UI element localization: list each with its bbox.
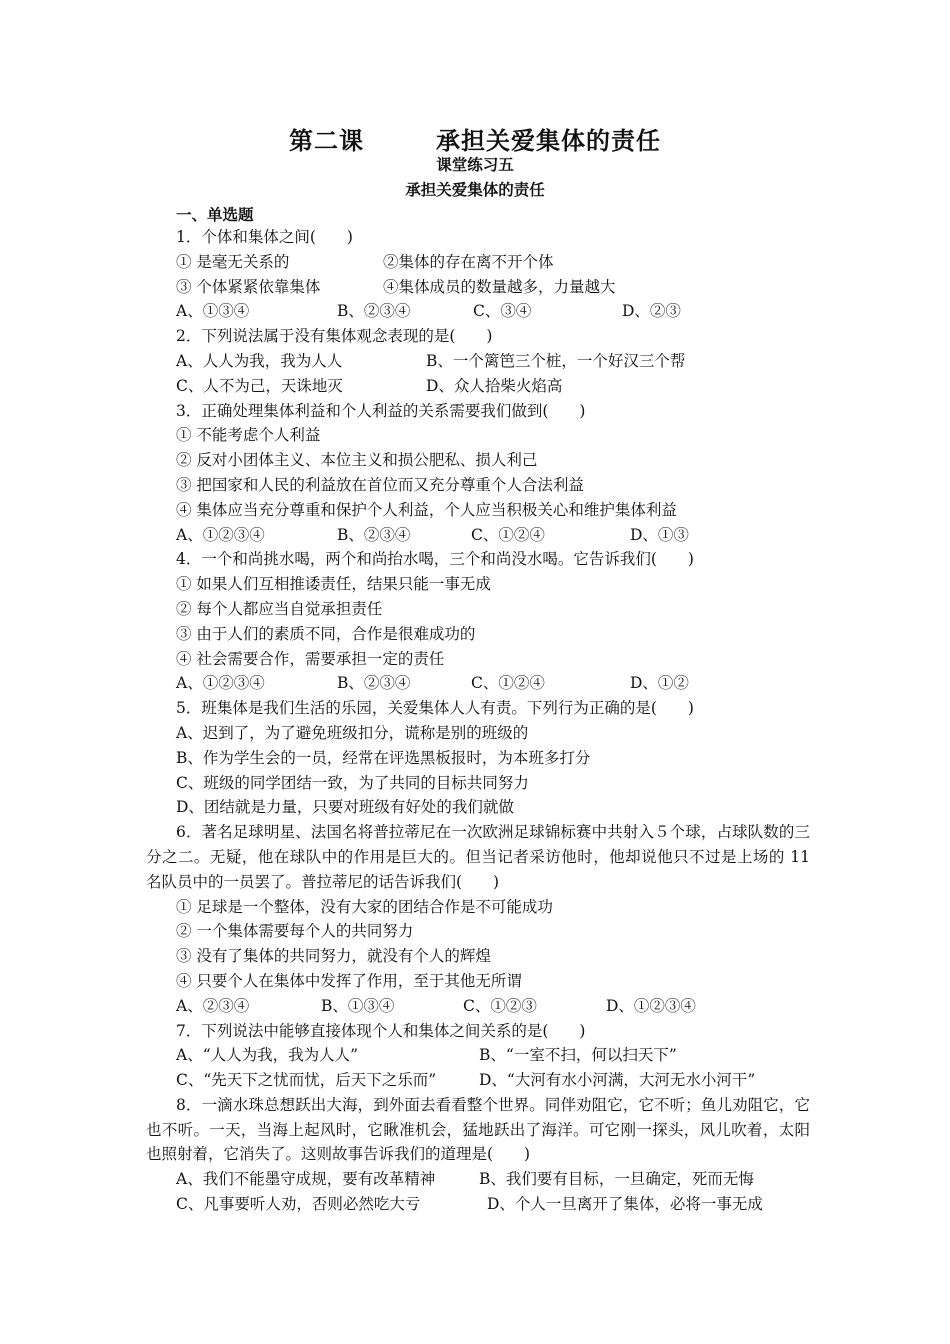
statement: ② 反对小团体主义、本位主义和损公肥私、损人利己 <box>176 451 538 470</box>
statement: ② 每个人都应当自觉承担责任 <box>176 599 383 618</box>
question-stem: 7．下列说法中能够直接体现个人和集体之间关系的是( ) <box>176 1021 586 1040</box>
lesson-title <box>0 121 950 156</box>
answer-options <box>146 994 810 1019</box>
option-c: C、凡事要听人劝，否则必然吃大亏 <box>176 1195 421 1214</box>
statement: ② 一个集体需要每个人的共同努力 <box>176 922 414 941</box>
option-d: D、个人一旦离开了集体，必将一事无成 <box>487 1195 763 1214</box>
statement: ① 不能考虑个人利益 <box>176 426 321 445</box>
answer-options <box>146 349 810 374</box>
option-d: D、①③ <box>630 525 689 544</box>
option-d: D、众人拾柴火焰高 <box>426 376 563 395</box>
question-stem: 3．正确处理集体利益和个人利益的关系需要我们做到( ) <box>176 401 586 420</box>
statement: ① 如果人们互相推诿责任，结果只能一事无成 <box>176 575 491 594</box>
choice-b: B、作为学生会的一员，经常在评选黑板报时，为本班多打分 <box>176 748 591 767</box>
answer-options <box>146 671 810 696</box>
option-b: B、②③④ <box>337 302 411 321</box>
answer-options <box>146 299 810 324</box>
answer-options <box>146 374 810 399</box>
option-c: C、①②③ <box>463 996 537 1015</box>
lesson-number: 第二课 <box>289 127 364 155</box>
choice-a: A、迟到了，为了避免班级扣分，谎称是别的班级的 <box>176 723 529 742</box>
option-b: B、一个篱笆三个桩，一个好汉三个帮 <box>426 351 686 370</box>
statement-row <box>146 250 810 275</box>
statement: ③ 个体紧紧依靠集体 <box>176 277 321 296</box>
question-list <box>146 225 810 1217</box>
choice-c: C、班级的同学团结一致，为了共同的目标共同努力 <box>176 773 529 792</box>
option-b: B、②③④ <box>337 674 411 693</box>
choice-d: D、团结就是力量，只要对班级有好处的我们就做 <box>176 798 514 817</box>
answer-options <box>146 1068 810 1093</box>
option-c: C、人不为己，天诛地灭 <box>176 376 343 395</box>
answer-options <box>146 523 810 548</box>
section-heading: 一、单选题 <box>176 206 254 224</box>
option-c: C、①②④ <box>471 674 545 693</box>
statement-row <box>146 275 810 300</box>
statement: ③ 没有了集体的共同努力，就没有个人的辉煌 <box>176 947 491 966</box>
option-c: C、①②④ <box>471 525 545 544</box>
question-stem: 6．著名足球明星、法国名将普拉蒂尼在一次欧洲足球锦标赛中共射入５个球，占球队数的三分之二。无疑，他在球队中的作用是巨大的。但当记者采访他时，他却说他只不过是上场的 11 名队员中的一员罢了。普拉蒂尼的话告诉我们( ) <box>146 823 810 891</box>
question-stem: 8．一滴水珠总想跃出大海，到外面去看看整个世界。同伴劝阻它，它不听；鱼儿劝阻它，它也不听。一天，当海上起风时，它瞅准机会，猛地跃出了海洋。可它刚一探头，风儿吹着，太阳也照射着，它消失了。这则故事告诉我们的道理是( ) <box>146 1095 810 1164</box>
option-c: C、“先天下之忧而忧，后天下之乐而” <box>176 1071 437 1090</box>
question-stem: 4．一个和尚挑水喝，两个和尚抬水喝，三个和尚没水喝。它告诉我们( ) <box>176 550 694 569</box>
option-b: B、②③④ <box>337 525 411 544</box>
question-stem: 5．班集体是我们生活的乐园，关爱集体人人有责。下列行为正确的是( ) <box>176 699 694 718</box>
option-a: A、①②③④ <box>176 674 265 693</box>
option-c: C、③④ <box>473 302 532 321</box>
option-a: A、①③④ <box>176 302 250 321</box>
answer-options <box>146 1192 810 1217</box>
option-a: A、我们不能墨守成规，要有改革精神 <box>176 1170 436 1189</box>
option-d: D、②③ <box>622 302 681 321</box>
lesson-name: 承担关爱集体的责任 <box>436 127 661 155</box>
answer-options <box>146 1167 810 1192</box>
answer-options <box>146 1043 810 1068</box>
statement: ④ 只要个人在集体中发挥了作用，至于其他无所谓 <box>176 971 522 990</box>
exercise-subtitle: 课堂练习五 <box>436 156 514 174</box>
statement: ②集体的存在离不开个体 <box>383 252 554 271</box>
statement: ③ 把国家和人民的利益放在首位而又充分尊重个人合法利益 <box>176 475 584 494</box>
option-a: A、②③④ <box>176 996 250 1015</box>
statement: ① 足球是一个整体，没有大家的团结合作是不可能成功 <box>176 897 553 916</box>
option-a: A、①②③④ <box>176 525 265 544</box>
statement: ④集体成员的数量越多，力量越大 <box>383 277 616 296</box>
question-stem: 2．下列说法属于没有集体观念表现的是( ) <box>176 327 493 346</box>
statement: ④ 社会需要合作，需要承担一定的责任 <box>176 649 445 668</box>
statement: ① 是毫无关系的 <box>176 252 290 271</box>
statement: ③ 由于人们的素质不同，合作是很难成功的 <box>176 624 476 643</box>
option-b: B、“一室不扫，何以扫天下” <box>479 1046 677 1065</box>
exercise-topic: 承担关爱集体的责任 <box>405 181 545 199</box>
question-stem: 1．个体和集体之间( ) <box>176 228 353 246</box>
option-d: D、“大河有水小河满，大河无水小河干” <box>479 1071 756 1090</box>
option-d: D、①② <box>630 674 689 693</box>
option-b: B、①③④ <box>321 996 395 1015</box>
option-a: A、人人为我，我为人人 <box>176 351 343 370</box>
statement: ④ 集体应当充分尊重和保护个人利益，个人应当积极关心和维护集体利益 <box>176 500 677 519</box>
option-a: A、“人人为我，我为人人” <box>176 1046 359 1065</box>
option-d: D、①②③④ <box>606 996 696 1015</box>
option-b: B、我们要有目标，一旦确定，死而无悔 <box>479 1170 754 1189</box>
